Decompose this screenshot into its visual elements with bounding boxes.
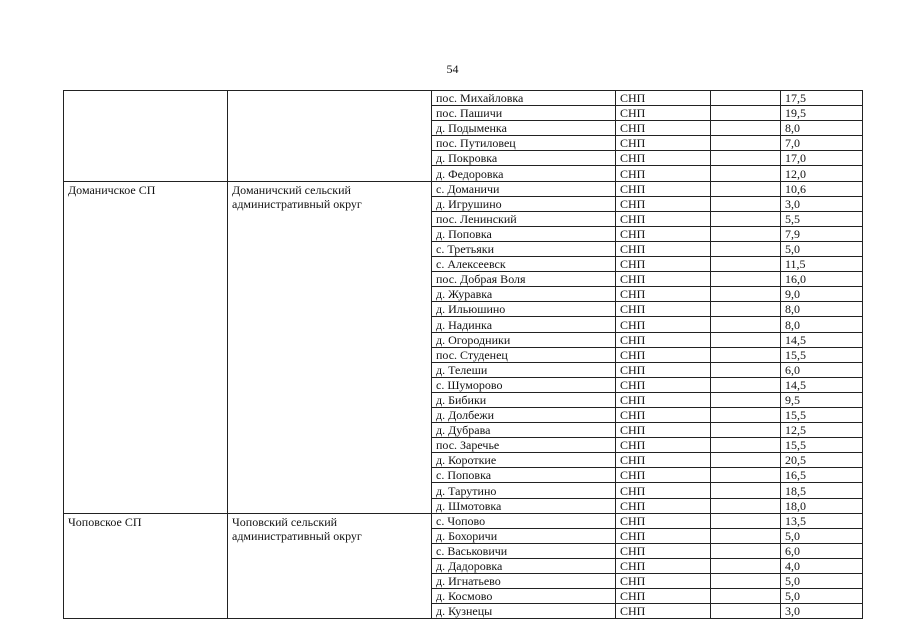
settlements-table bbox=[63, 90, 863, 619]
empty-cell bbox=[711, 453, 781, 468]
empty-cell bbox=[711, 513, 781, 528]
empty-cell bbox=[711, 211, 781, 226]
empty-cell bbox=[711, 498, 781, 513]
locality-type-cell: СНП bbox=[616, 332, 711, 347]
distance-value-cell: 7,0 bbox=[781, 136, 863, 151]
locality-name-cell: д. Долбежи bbox=[432, 407, 616, 422]
locality-type-cell: СНП bbox=[616, 453, 711, 468]
locality-type-cell: СНП bbox=[616, 106, 711, 121]
distance-value-cell: 12,5 bbox=[781, 423, 863, 438]
distance-value-cell: 14,5 bbox=[781, 332, 863, 347]
locality-type-cell: СНП bbox=[616, 513, 711, 528]
distance-value-cell: 5,0 bbox=[781, 528, 863, 543]
locality-type-cell: СНП bbox=[616, 196, 711, 211]
empty-cell bbox=[711, 317, 781, 332]
distance-value-cell: 13,5 bbox=[781, 513, 863, 528]
locality-name-cell: д. Бибики bbox=[432, 392, 616, 407]
locality-name-cell: д. Огородники bbox=[432, 332, 616, 347]
empty-cell bbox=[711, 196, 781, 211]
locality-name-cell: пос. Пашичи bbox=[432, 106, 616, 121]
page-number: 54 bbox=[446, 62, 459, 76]
distance-value-cell: 15,5 bbox=[781, 438, 863, 453]
distance-value-cell: 6,0 bbox=[781, 362, 863, 377]
distance-value-cell: 3,0 bbox=[781, 196, 863, 211]
empty-cell bbox=[711, 362, 781, 377]
distance-value-cell: 16,5 bbox=[781, 468, 863, 483]
locality-type-cell: СНП bbox=[616, 241, 711, 256]
distance-value-cell: 5,0 bbox=[781, 241, 863, 256]
empty-cell bbox=[711, 181, 781, 196]
locality-name-cell: с. Алексеевск bbox=[432, 257, 616, 272]
distance-value-cell: 6,0 bbox=[781, 543, 863, 558]
locality-type-cell: СНП bbox=[616, 483, 711, 498]
locality-name-cell: д. Федоровка bbox=[432, 166, 616, 181]
locality-name-cell: с. Чопово bbox=[432, 513, 616, 528]
district-cell bbox=[228, 91, 432, 182]
locality-name-cell: д. Игнатьево bbox=[432, 574, 616, 589]
empty-cell bbox=[711, 438, 781, 453]
locality-name-cell: пос. Добрая Воля bbox=[432, 272, 616, 287]
locality-name-cell: д. Космово bbox=[432, 589, 616, 604]
locality-name-cell: д. Кузнецы bbox=[432, 604, 616, 619]
locality-name-cell: д. Тарутино bbox=[432, 483, 616, 498]
locality-name-cell: д. Дубрава bbox=[432, 423, 616, 438]
locality-name-cell: д. Подыменка bbox=[432, 121, 616, 136]
locality-name-cell: д. Поповка bbox=[432, 226, 616, 241]
locality-type-cell: СНП bbox=[616, 272, 711, 287]
distance-value-cell: 9,5 bbox=[781, 392, 863, 407]
empty-cell bbox=[711, 377, 781, 392]
distance-value-cell: 16,0 bbox=[781, 272, 863, 287]
empty-cell bbox=[711, 166, 781, 181]
locality-type-cell: СНП bbox=[616, 317, 711, 332]
distance-value-cell: 5,0 bbox=[781, 589, 863, 604]
locality-type-cell: СНП bbox=[616, 377, 711, 392]
table-body bbox=[64, 91, 863, 619]
locality-name-cell: д. Журавка bbox=[432, 287, 616, 302]
distance-value-cell: 17,0 bbox=[781, 151, 863, 166]
distance-value-cell: 5,0 bbox=[781, 574, 863, 589]
distance-value-cell: 3,0 bbox=[781, 604, 863, 619]
locality-name-cell: пос. Заречье bbox=[432, 438, 616, 453]
locality-name-cell: пос. Ленинский bbox=[432, 211, 616, 226]
distance-value-cell: 15,5 bbox=[781, 407, 863, 422]
distance-value-cell: 17,5 bbox=[781, 91, 863, 106]
empty-cell bbox=[711, 287, 781, 302]
locality-name-cell: д. Ильюшино bbox=[432, 302, 616, 317]
locality-name-cell: д. Бохоричи bbox=[432, 528, 616, 543]
empty-cell bbox=[711, 106, 781, 121]
empty-cell bbox=[711, 151, 781, 166]
locality-type-cell: СНП bbox=[616, 211, 711, 226]
distance-value-cell: 18,0 bbox=[781, 498, 863, 513]
locality-name-cell: д. Покровка bbox=[432, 151, 616, 166]
locality-name-cell: пос. Михайловка bbox=[432, 91, 616, 106]
locality-type-cell: СНП bbox=[616, 574, 711, 589]
empty-cell bbox=[711, 241, 781, 256]
locality-type-cell: СНП bbox=[616, 468, 711, 483]
locality-type-cell: СНП bbox=[616, 423, 711, 438]
locality-name-cell: с. Третьяки bbox=[432, 241, 616, 256]
empty-cell bbox=[711, 272, 781, 287]
distance-value-cell: 10,6 bbox=[781, 181, 863, 196]
empty-cell bbox=[711, 226, 781, 241]
distance-value-cell: 4,0 bbox=[781, 558, 863, 573]
locality-name-cell: с. Поповка bbox=[432, 468, 616, 483]
locality-name-cell: д. Надинка bbox=[432, 317, 616, 332]
empty-cell bbox=[711, 543, 781, 558]
empty-cell bbox=[711, 574, 781, 589]
locality-type-cell: СНП bbox=[616, 543, 711, 558]
locality-name-cell: д. Короткие bbox=[432, 453, 616, 468]
locality-name-cell: д. Дадоровка bbox=[432, 558, 616, 573]
locality-type-cell: СНП bbox=[616, 347, 711, 362]
distance-value-cell: 8,0 bbox=[781, 302, 863, 317]
settlement-cell: Чоповское СП bbox=[64, 513, 228, 619]
locality-type-cell: СНП bbox=[616, 589, 711, 604]
distance-value-cell: 8,0 bbox=[781, 121, 863, 136]
distance-value-cell: 20,5 bbox=[781, 453, 863, 468]
empty-cell bbox=[711, 558, 781, 573]
empty-cell bbox=[711, 347, 781, 362]
locality-type-cell: СНП bbox=[616, 121, 711, 136]
empty-cell bbox=[711, 121, 781, 136]
locality-name-cell: пос. Путиловец bbox=[432, 136, 616, 151]
empty-cell bbox=[711, 423, 781, 438]
distance-value-cell: 8,0 bbox=[781, 317, 863, 332]
locality-type-cell: СНП bbox=[616, 438, 711, 453]
empty-cell bbox=[711, 392, 781, 407]
locality-type-cell: СНП bbox=[616, 604, 711, 619]
distance-value-cell: 15,5 bbox=[781, 347, 863, 362]
empty-cell bbox=[711, 332, 781, 347]
locality-name-cell: с. Доманичи bbox=[432, 181, 616, 196]
locality-name-cell: д. Телеши bbox=[432, 362, 616, 377]
district-cell: Доманичский сельский административный округ bbox=[228, 181, 432, 513]
empty-cell bbox=[711, 257, 781, 272]
empty-cell bbox=[711, 589, 781, 604]
empty-cell bbox=[711, 604, 781, 619]
empty-cell bbox=[711, 483, 781, 498]
locality-type-cell: СНП bbox=[616, 498, 711, 513]
locality-name-cell: пос. Студенец bbox=[432, 347, 616, 362]
locality-type-cell: СНП bbox=[616, 558, 711, 573]
distance-value-cell: 9,0 bbox=[781, 287, 863, 302]
locality-type-cell: СНП bbox=[616, 392, 711, 407]
locality-type-cell: СНП bbox=[616, 407, 711, 422]
locality-name-cell: д. Игрушино bbox=[432, 196, 616, 211]
settlement-cell: Доманичское СП bbox=[64, 181, 228, 513]
locality-type-cell: СНП bbox=[616, 181, 711, 196]
distance-value-cell: 18,5 bbox=[781, 483, 863, 498]
locality-name-cell: с. Шуморово bbox=[432, 377, 616, 392]
empty-cell bbox=[711, 407, 781, 422]
empty-cell bbox=[711, 528, 781, 543]
locality-type-cell: СНП bbox=[616, 226, 711, 241]
distance-value-cell: 14,5 bbox=[781, 377, 863, 392]
empty-cell bbox=[711, 91, 781, 106]
locality-type-cell: СНП bbox=[616, 136, 711, 151]
locality-type-cell: СНП bbox=[616, 257, 711, 272]
locality-name-cell: с. Васьковичи bbox=[432, 543, 616, 558]
distance-value-cell: 7,9 bbox=[781, 226, 863, 241]
settlement-cell bbox=[64, 91, 228, 182]
empty-cell bbox=[711, 468, 781, 483]
district-cell: Чоповский сельский административный округ bbox=[228, 513, 432, 619]
locality-type-cell: СНП bbox=[616, 91, 711, 106]
table-row bbox=[64, 91, 863, 106]
table-row bbox=[64, 181, 863, 196]
locality-type-cell: СНП bbox=[616, 151, 711, 166]
locality-type-cell: СНП bbox=[616, 287, 711, 302]
locality-type-cell: СНП bbox=[616, 528, 711, 543]
distance-value-cell: 19,5 bbox=[781, 106, 863, 121]
locality-name-cell: д. Шмотовка bbox=[432, 498, 616, 513]
distance-value-cell: 5,5 bbox=[781, 211, 863, 226]
distance-value-cell: 11,5 bbox=[781, 257, 863, 272]
locality-type-cell: СНП bbox=[616, 362, 711, 377]
empty-cell bbox=[711, 136, 781, 151]
table-row bbox=[64, 513, 863, 528]
distance-value-cell: 12,0 bbox=[781, 166, 863, 181]
empty-cell bbox=[711, 302, 781, 317]
locality-type-cell: СНП bbox=[616, 166, 711, 181]
locality-type-cell: СНП bbox=[616, 302, 711, 317]
